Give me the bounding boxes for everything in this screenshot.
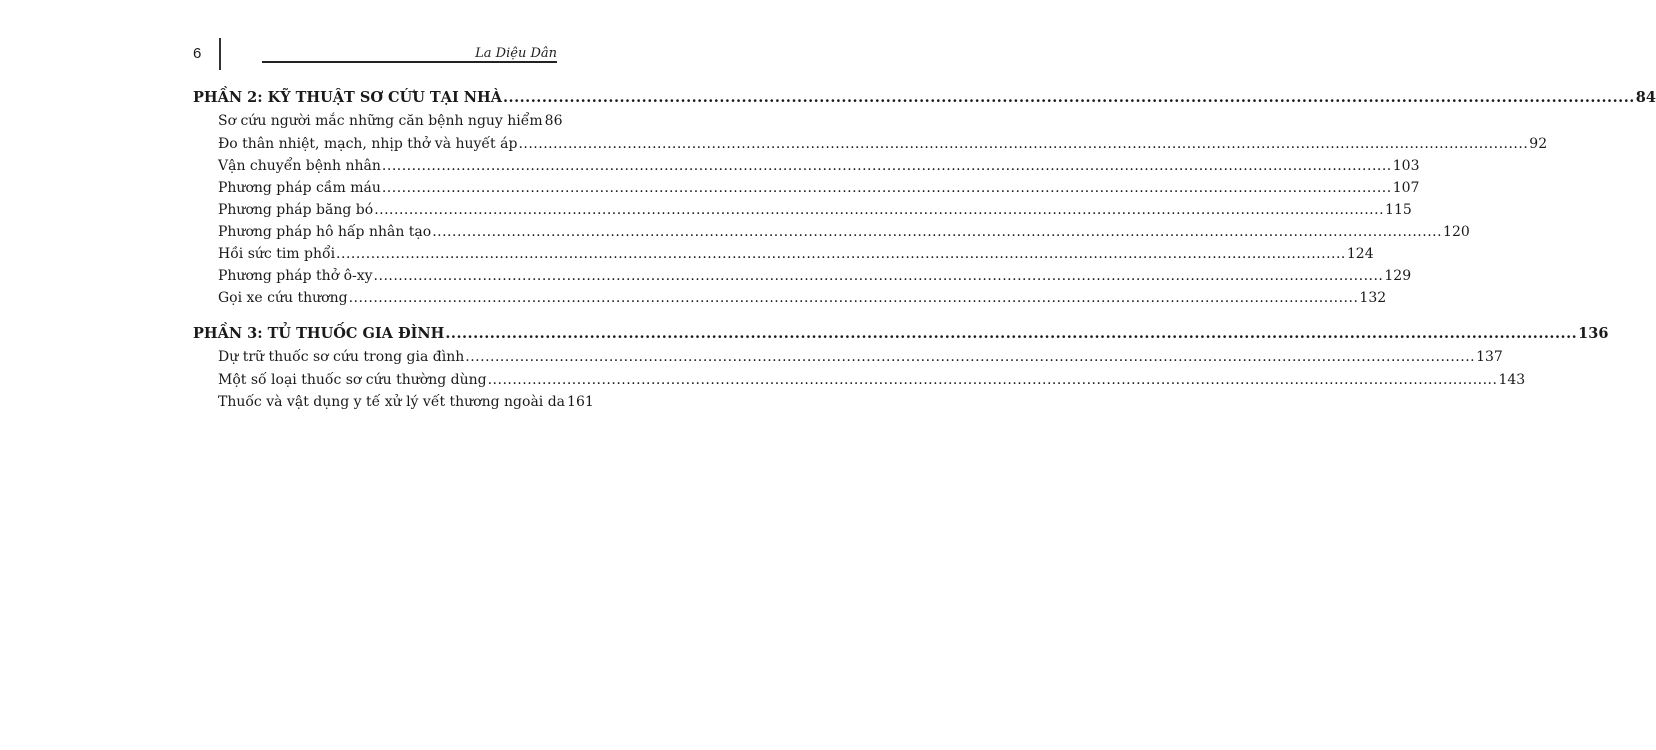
toc-entry-label: Dự trữ thuốc sơ cứu trong gia đình <box>218 349 465 365</box>
dot-leader <box>336 246 1346 262</box>
toc-part-3 <box>193 325 1609 342</box>
toc-entry-label: Sơ cứu người mắc những căn bệnh nguy hiểm <box>218 113 543 129</box>
toc-entry-label: Đo thân nhiệt, mạch, nhịp thở và huyết áp <box>218 136 518 152</box>
toc-part-title: PHẦN 3: TỦ THUỐC GIA ĐÌNH <box>193 325 445 342</box>
toc-entry-label: Một số loại thuốc sơ cứu thường dùng <box>218 372 487 388</box>
toc-entry-label: Phương pháp băng bó <box>218 202 374 218</box>
dot-leader <box>432 224 1442 240</box>
dot-leader <box>488 372 1498 388</box>
dot-leader <box>382 180 1392 196</box>
toc-entry <box>218 180 1420 196</box>
toc-entry <box>218 372 1526 388</box>
toc-entry-label: Hồi sức tim phổi <box>218 246 336 262</box>
toc-entry-label: Vận chuyển bệnh nhân <box>218 158 381 174</box>
toc-page-number: 84 <box>1635 89 1656 106</box>
running-head-author: La Diệu Dân <box>475 46 557 61</box>
toc-entry <box>218 349 1503 365</box>
dot-leader <box>518 136 1528 152</box>
toc-entry-label: Gọi xe cứu thương <box>218 290 348 306</box>
toc-entry <box>218 113 563 129</box>
toc-page-number: 129 <box>1384 268 1412 284</box>
toc-entry-label: Phương pháp hô hấp nhân tạo <box>218 224 432 240</box>
toc-entry-label: Phương pháp thở ô-xy <box>218 268 373 284</box>
dot-leader <box>374 268 1384 284</box>
header-vertical-rule <box>219 38 221 70</box>
toc-entry <box>218 268 1412 284</box>
toc-entry <box>218 158 1420 174</box>
toc-page-number: 137 <box>1476 349 1503 365</box>
toc-page-number: 132 <box>1359 290 1387 306</box>
header-horizontal-rule <box>262 61 557 63</box>
toc-page-number: 161 <box>567 394 594 410</box>
toc-entry <box>218 224 1470 240</box>
dot-leader <box>465 349 1475 365</box>
toc-entry <box>218 246 1374 262</box>
dot-leader <box>382 158 1392 174</box>
toc-page-number: 143 <box>1498 372 1526 388</box>
dot-leader <box>445 325 1577 342</box>
toc-page-number: 115 <box>1385 202 1412 218</box>
toc-part-2 <box>193 89 1656 106</box>
toc-page-number: 107 <box>1392 180 1420 196</box>
toc-page-number: 103 <box>1392 158 1420 174</box>
page-number: 6 <box>193 45 202 62</box>
dot-leader <box>503 89 1635 106</box>
toc-entry <box>218 290 1387 306</box>
toc-page-number: 136 <box>1578 325 1609 342</box>
toc-entry <box>218 136 1548 152</box>
toc-entry <box>218 394 594 410</box>
toc-page-number: 86 <box>544 113 563 129</box>
toc-entry-label: Thuốc và vật dụng y tế xử lý vết thương ngoài da <box>218 394 566 410</box>
toc-entry-label: Phương pháp cầm máu <box>218 180 381 196</box>
toc-page-number: 120 <box>1443 224 1470 240</box>
dot-leader <box>349 290 1359 306</box>
toc-entry <box>218 202 1412 218</box>
dot-leader <box>374 202 1384 218</box>
toc-page-number: 124 <box>1346 246 1374 262</box>
toc-page-number: 92 <box>1529 136 1548 152</box>
toc-part-title: PHẦN 2: KỸ THUẬT SƠ CỨU TẠI NHÀ <box>193 89 502 106</box>
